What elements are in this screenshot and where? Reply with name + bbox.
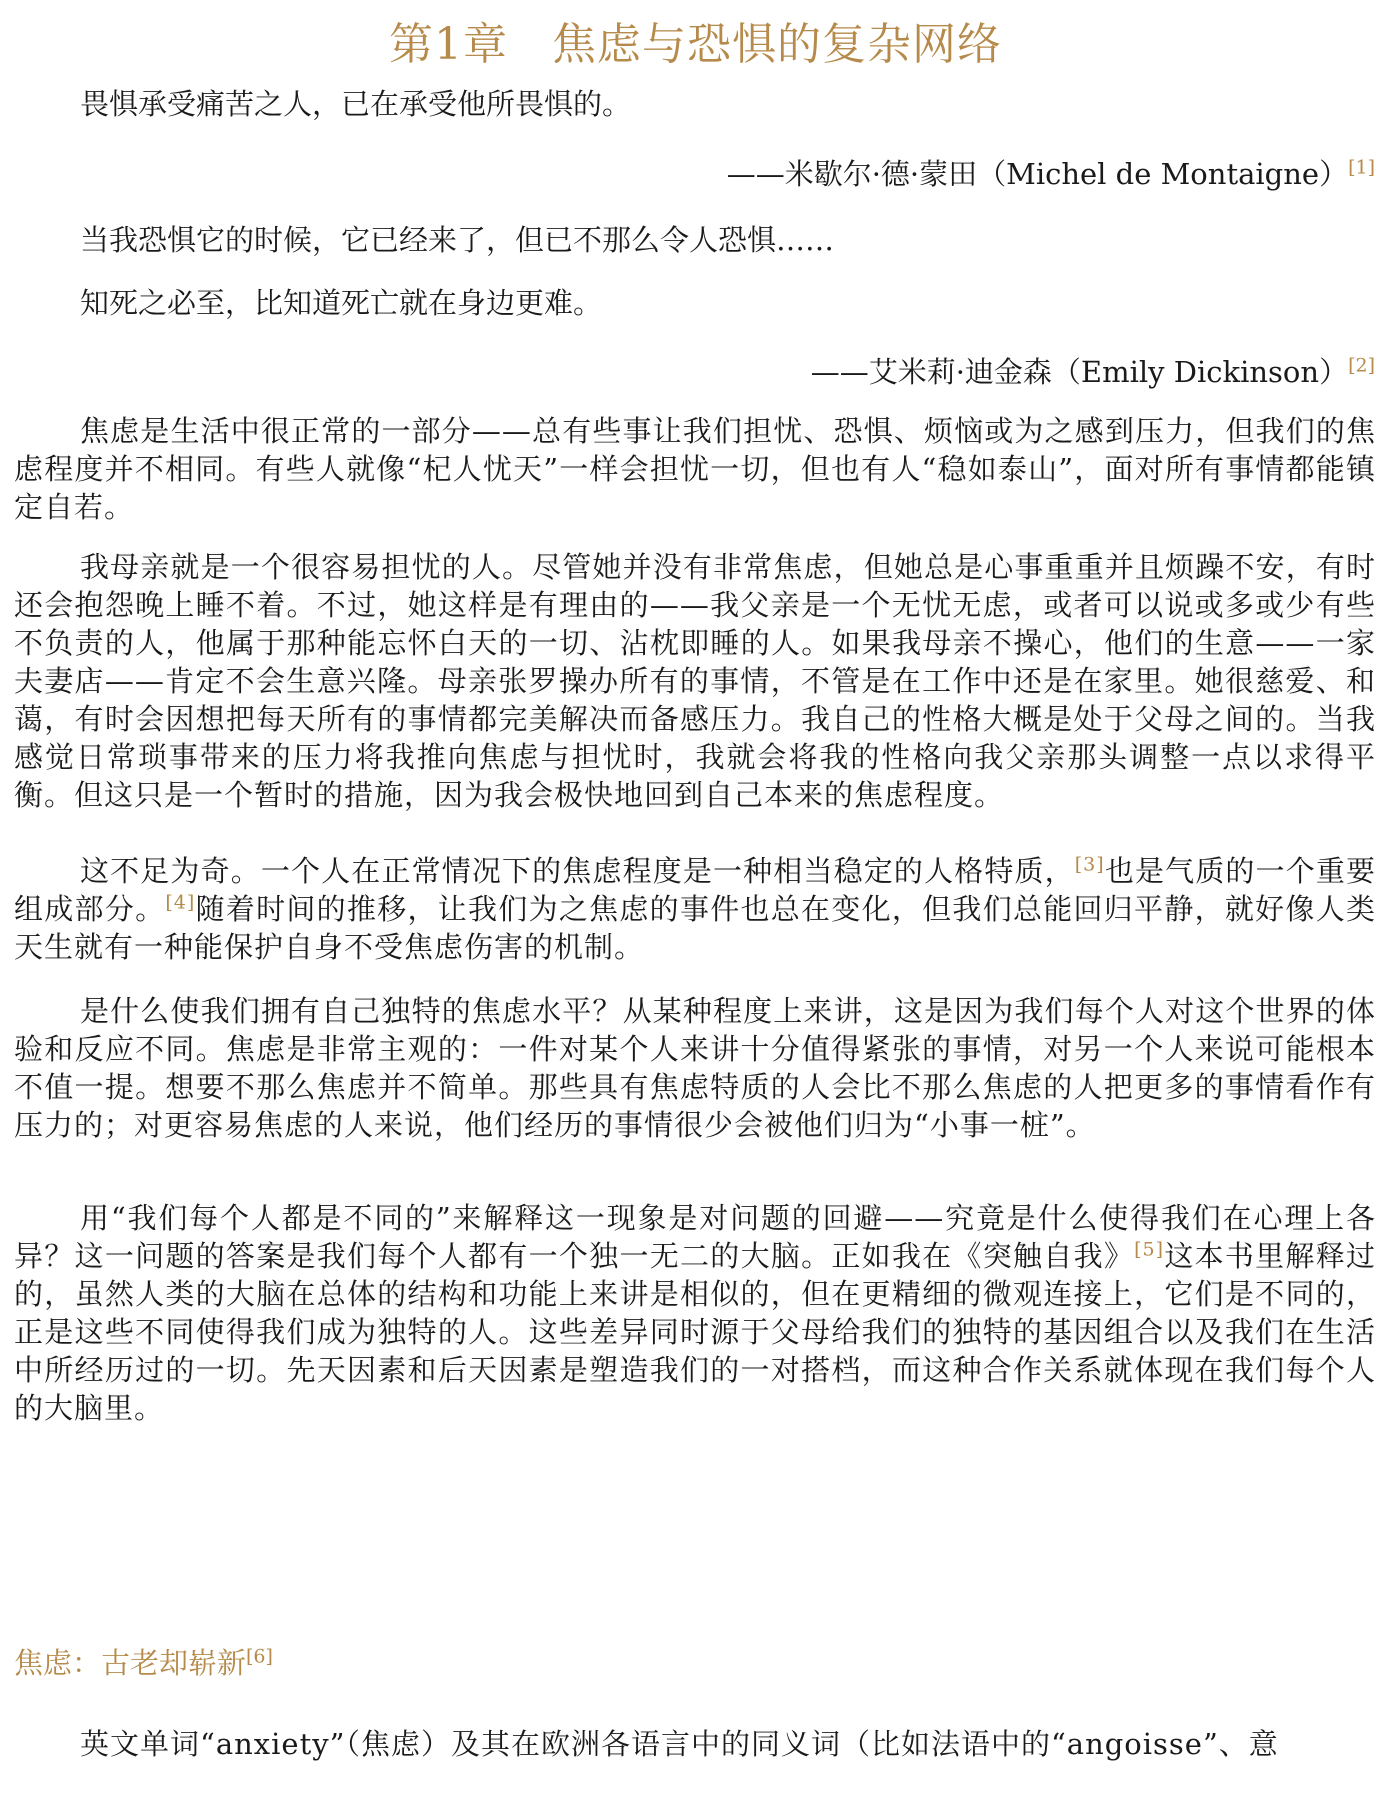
body-paragraph: 英文单词“anxiety”（焦虑）及其在欧洲各语言中的同义词（比如法语中的“angoisse”、意 bbox=[80, 1727, 1279, 1761]
section-title: 焦虑：古老却崭新 bbox=[14, 1646, 247, 1680]
epigraph-attribution bbox=[727, 152, 1375, 193]
epigraph-quote: 当我恐惧它的时候，它已经来了，但已不那么令人恐惧…… bbox=[80, 223, 835, 257]
epigraph-attribution bbox=[811, 350, 1375, 391]
paragraph-text: 随着时间的推移，让我们为之焦虑的事件也总在变化，但我们总能回归平静，就好像人类天生就有一种能保护自身不受焦虑伤害的机制。 bbox=[14, 892, 1376, 964]
body-paragraph: 焦虑是生活中很正常的一部分——总有些事让我们担忧、恐惧、烦恼或为之感到压力，但我们的焦虑程度并不相同。有些人就像“杞人忧天”一样会担忧一切，但也有人“稳如泰山”，面对所有事情都能镇定自若。 bbox=[14, 414, 1376, 524]
epigraph-quote: 畏惧承受痛苦之人，已在承受他所畏惧的。 bbox=[80, 87, 632, 121]
section-heading bbox=[14, 1641, 273, 1682]
footnote-ref[interactable]: [6] bbox=[246, 1645, 273, 1668]
attribution-text: ——米歇尔·德·蒙田（Michel de Montaigne） bbox=[726, 157, 1349, 191]
paragraph-text: 用“我们每个人都是不同的”来解释这一现象是对问题的回避——究竟是什么使得我们在心理上各异？这一问题的答案是我们每个人都有一个独一无二的大脑。正如我在《突触自我》 bbox=[14, 1201, 1376, 1273]
footnote-ref[interactable]: [4] bbox=[165, 891, 196, 914]
chapter-number: 第1章 bbox=[389, 19, 508, 70]
footnote-ref[interactable]: [1] bbox=[1348, 156, 1375, 179]
paragraph-text: 这不足为奇。一个人在正常情况下的焦虑程度是一种相当稳定的人格特质， bbox=[80, 854, 1075, 888]
footnote-ref[interactable]: [3] bbox=[1074, 853, 1105, 876]
footnote-ref[interactable]: [2] bbox=[1348, 354, 1375, 377]
chapter-name: 焦虑与恐惧的复杂网络 bbox=[552, 19, 1002, 70]
paragraph-text: 这本书里解释过的，虽然人类的大脑在总体的结构和功能上来讲是相似的，但在更精细的微观连接上，它们是不同的，正是这些不同使得我们成为独特的人。这些差异同时源于父母给我们的独特的基因组合以及我们在生活中所经历过的一切。先天因素和后天因素是塑造我们的一对搭档，而这种合作关系就体现在我们每个人的大脑里。 bbox=[14, 1239, 1376, 1425]
body-paragraph bbox=[14, 1199, 1376, 1427]
body-paragraph: 是什么使我们拥有自己独特的焦虑水平？从某种程度上来讲，这是因为我们每个人对这个世界的体验和反应不同。焦虑是非常主观的：一件对某个人来讲十分值得紧张的事情，对另一个人来说可能根本不值一提。想要不那么焦虑并不简单。那些具有焦虑特质的人会比不那么焦虑的人把更多的事情看作有压力的；对更容易焦虑的人来说，他们经历的事情很少会被他们归为“小事一桩”。 bbox=[14, 994, 1376, 1142]
footnote-ref[interactable]: [5] bbox=[1134, 1238, 1165, 1261]
body-paragraph: 我母亲就是一个很容易担忧的人。尽管她并没有非常焦虑，但她总是心事重重并且烦躁不安，有时还会抱怨晚上睡不着。不过，她这样是有理由的——我父亲是一个无忧无虑，或者可以说或多或少有些不负责的人，他属于那种能忘怀白天的一切、沾枕即睡的人。如果我母亲不操心，他们的生意——一家夫妻店——肯定不会生意兴隆。母亲张罗操办所有的事情，不管是在工作中还是在家里。她很慈爱、和蔼，有时会因想把每天所有的事情都完美解决而备感压力。我自己的性格大概是处于父母之间的。当我感觉日常琐事带来的压力将我推向焦虑与担忧时，我就会将我的性格向我父亲那头调整一点以求得平衡。但这只是一个暂时的措施，因为我会极快地回到自己本来的焦虑程度。 bbox=[14, 550, 1376, 812]
body-paragraph bbox=[14, 852, 1376, 966]
epigraph-quote: 知死之必至，比知道死亡就在身边更难。 bbox=[80, 286, 603, 320]
attribution-text: ——艾米莉·迪金森（Emily Dickinson） bbox=[810, 355, 1349, 389]
chapter-title bbox=[0, 8, 1391, 72]
paragraph-text: 也是气质的一个重要组成部分。 bbox=[14, 854, 1376, 926]
